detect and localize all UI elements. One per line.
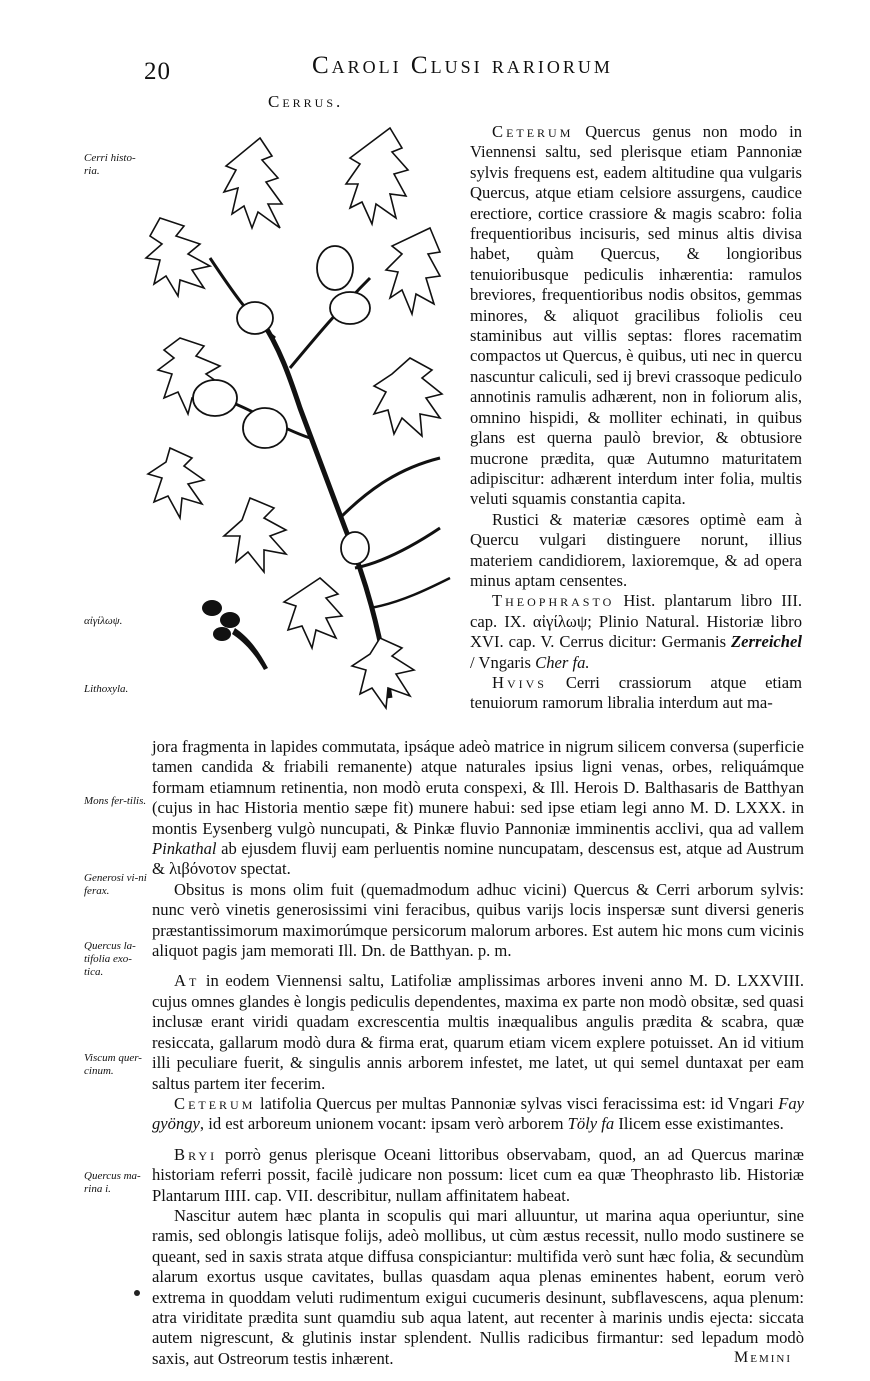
catchword: Memini xyxy=(734,1349,792,1366)
margin-note-cerri-historia: Cerri histo-ria. xyxy=(84,152,136,177)
plate-caption: Cerrus. xyxy=(268,92,344,111)
hungarian-name: Cher fa. xyxy=(535,652,590,672)
paragraph-rustici: Rustici & materiæ cæsores optimè eam à Quercu vulgari distinguere norunt, illius materiem candidiorem, laxioremque, & ad opera minus aptam censentes. xyxy=(470,509,802,590)
paragraph-huius-start: Hvivs Cerri crassiorum atque etiam tenuiorum ramorum libralia interdum aut ma- xyxy=(470,672,802,713)
margin-note-aegilops: αἰγίλωψ. xyxy=(84,615,123,627)
running-head: Caroli Clusi rariorum xyxy=(312,52,613,79)
column-text xyxy=(470,122,802,714)
paragraph-theophrasto: Theophrasto Hist. plantarum libro III. cap. IX. αἰγίλωψ; Plinio Natural. Historiæ libro XVI. cap. V. Cerrus dicitur: Germanis Zerreichel / Vngaris Cher fa. xyxy=(470,591,802,672)
hungarian-toly-fa: Töly fa xyxy=(567,1114,615,1134)
full-width-text xyxy=(152,737,804,1369)
german-name: Zerreichel xyxy=(731,632,802,652)
margin-note-generosi-vini: Generosi vi-ni ferax. xyxy=(84,872,147,897)
greek-libonoton: λιβόνοτον xyxy=(169,859,237,879)
hungarian-fay-gyongy: Fay gyöngy xyxy=(152,1093,804,1134)
paragraph-cerrus-description: Ceterum Quercus genus non modo in Viennensi saltu, sed plerisque etiam Pannoniæ sylvis frequens est, eadem altitudine qua vulgaris Quercus, atque etiam celsiore assurgens, caudice erectiore, cortice crassiore & magis scabro: folia frequentioribus incisuris, sed minus altis divisa habet, quàm Quercus, & longioribus tenuioribusque pediculis inhærentia: ramulos breviores, frequentioribus nodis obsitos, gemmas minores, & aliquot gracilibus foliolis ceu staminibus aut villis septas: flores racematim compactos ut Quercus, è quibus, uti nec in quercu nascuntur caliculi, sed ij brevi crassoque pediculo annotinis ramulis adhærent, non in foliorum alis, omnino hispidi, & molliter echinati, in quibus glans est querna paulò brevior, & obtusiore mucrone prædita, quæ Autumno maturitatem adipiscitur: adhærent interdum inter folia, multis veluti squamis constantia capita. xyxy=(470,122,802,509)
paragraph-obsitus: Obsitus is mons olim fuit (quemadmodum adhuc vicini) Quercus & Cerri arborum sylvis: nunc verò vinetis generosissimi vini feracibus, quibus varijs locis inspersæ sunt diversi generis præstantissimorum maximorúmque persicorum malorum arbores. Est autem hic mons cum vicinis aliquot pagis jam memorati Ill. Dn. de Batthyan. p. m. xyxy=(152,879,804,961)
cerrus-woodcut-illustration xyxy=(140,108,465,718)
margin-note-quercus-latifolia: Quercus la-tifolia exo-tica. xyxy=(84,940,136,978)
paragraph-viscum: Ceterum latifolia Quercus per multas Pannoniæ sylvas visci feracissima est: id Vngari Fay gyöngy, id est arboreum unionem vocant: ipsam verò arborem Töly fa Ilicem esse existimantes. xyxy=(152,1093,804,1134)
margin-note-mons-fertilis: Mons fer-tilis. xyxy=(84,795,147,807)
margin-note-quercus-marina: Quercus ma-rina i. xyxy=(84,1170,141,1195)
page-number: 20 xyxy=(144,58,171,85)
paragraph-bryi: Bryi porrò genus plerisque Oceani littoribus observabam, quod, an ad Quercus marinæ historiam referri possit, facilè judicare non possum: licet cum ea quæ Theophrasto lib. Historiæ Plantarum IIII. cap. VII. describitur, nullam affinitatem habeat. xyxy=(152,1144,804,1205)
margin-note-lithoxyla: Lithoxyla. xyxy=(84,683,129,695)
ink-speck xyxy=(134,1290,140,1296)
greek-aegilops: αἰγίλωψ xyxy=(532,611,588,631)
paragraph-latifolia: At in eodem Viennensi saltu, Latifoliæ amplissimas arbores inveni anno M. D. LXXVIII. cujus omnes glandes è longis pediculis dependentes, maxima ex parte non modò obsitæ, sed quasi inclusæ erant viridi quadam excrescentia multis inæqualibus angulis prædita & scabra, quæ resiccata, gallarum modò dura & firma erat, quarum etiam vicem explere potuisset. An id vitium illi peculiare fuerit, & singulis annis arborem infestet, me latet, ut qui semel duntaxat per eam saltus partem iter fecerim. xyxy=(152,971,804,1093)
lead-word: Ceterum xyxy=(492,122,574,141)
paragraph-nascitur: Nascitur autem hæc planta in scopulis qui mari alluuntur, ut marina aqua operiuntur, sine ramis, sed oblongis latisque folijs, adeò mollibus, ut cùm æstus recessit, nullo modo sustinere se queant, sed in saxis strata atque diffusa conspiciantur: multifida verò sunt hæc folia, & secundùm alarum exortus usque cavitates, bullas quasdam aqua plenas eminentes habent, eorum verò extrema in quoddam veluti rudimentum exigui cucumeris desinunt, subflavescens, aqua plenum: atra viriditate prædita sunt quamdiu sub aqua latent, aut recenter à marinis undis ejecta: siccata autem nigrescunt, & glutinis instar splendent. Nullis radicibus firmantur: sed lepadum modò saxis, aut Ostreorum testis inhærent. xyxy=(152,1205,804,1368)
margin-note-viscum-quercinum: Viscum quer-cinum. xyxy=(84,1052,142,1077)
paragraph-huius-continued: jora fragmenta in lapides commutata, ipsáque adeò matrice in nigrum silicem conversa (superficie tamen candida & friabili remanente) atque naturales ipsius ligni venas, orbes, reliquámque formam etiamnum retinentia, non modò eruta conspexi, & Ill. Herois D. Balthasaris de Batthyan (cujus in hac Historia mentio sæpe fit) munere habui: sed ipse etiam legi anno M. D. LXXX. in montis Eysenberg vulgò nuncupati, & Pinkæ fluvio Pannoniæ imminentis acclivi, qua ad vallem Pinkathal ab ejusdem fluvij eam perluentis nomine nuncupatam, descensus est, atque ad Austrum & λιβόνοτον spectat. xyxy=(152,737,804,879)
place-pinkathal: Pinkathal xyxy=(152,839,217,859)
